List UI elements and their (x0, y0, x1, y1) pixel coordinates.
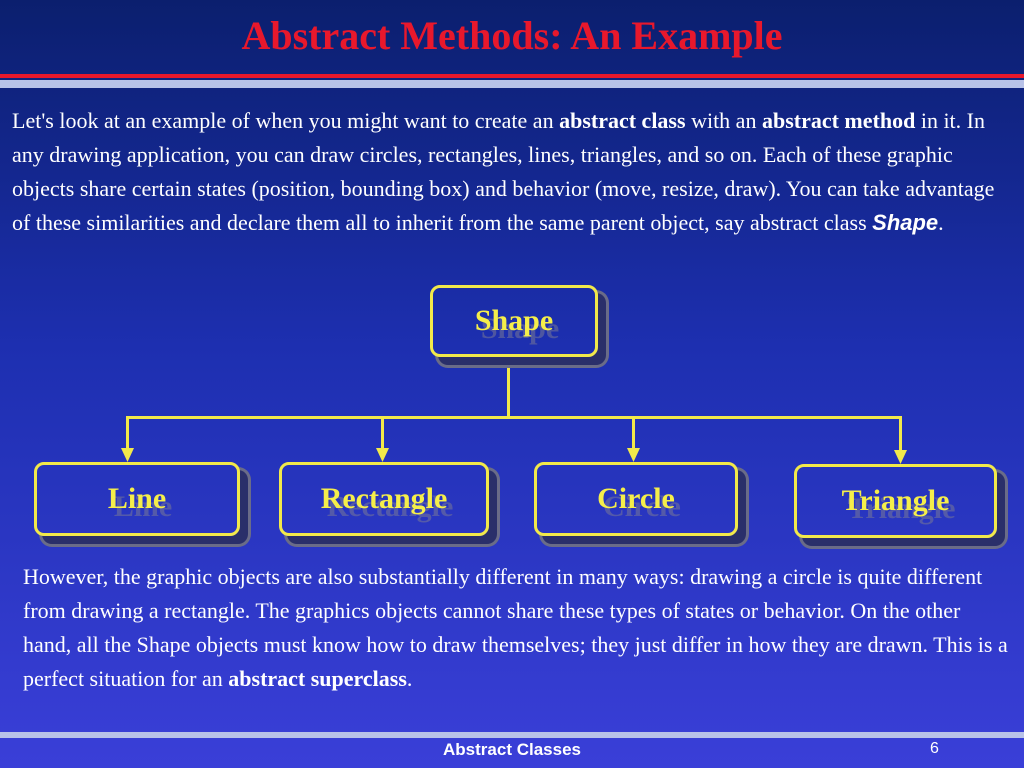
box-triangle-label: Triangle Triangle (842, 484, 950, 518)
arrowhead-triangle (894, 450, 907, 464)
intro-italic-shape: Shape (872, 210, 939, 235)
conclusion-text-1: However, the graphic objects are also substantially different in many ways: drawing a circle is quite different from drawing a rectangle. The graphics objects cannot share these types of states or behavior. On the other hand, all the Shape objects must know how to draw themselves; they just differ in how they are drawn. This is a perfect situation for an (23, 564, 1008, 691)
footer-title (57, 740, 967, 760)
conclusion-bold-abstract-superclass: abstract superclass (228, 666, 407, 691)
arrowhead-circle (627, 448, 640, 462)
intro-text-1: Let's look at an example of when you might want to create an (12, 108, 560, 133)
box-circle (534, 462, 738, 536)
intro-bold-abstract-method: abstract method (761, 108, 916, 133)
box-shape-label: Shape Shape (475, 304, 553, 338)
box-rectangle (279, 462, 489, 536)
arrowhead-rectangle (376, 448, 389, 462)
intro-text-3: in it. In any drawing application, you can draw circles, rectangles, lines, triangles, and so on. Each of these graphic objects share certain states (position, bounding box) and behavior (move, resize, draw). You can take advantage of these similarities and declare them all to inherit from the same parent object, say abstract class (12, 108, 995, 235)
box-line (34, 462, 240, 536)
conclusion-paragraph (23, 560, 1013, 696)
box-triangle (794, 464, 997, 538)
box-circle-label: Circle Circle (597, 482, 675, 516)
box-shape (430, 285, 598, 357)
footer-title-text: Abstract Classes (443, 740, 581, 759)
box-rectangle-label: Rectangle Rectangle (321, 482, 448, 516)
intro-text-4: . (938, 210, 944, 235)
box-line-label: Line Line (108, 482, 166, 516)
conclusion-text-2: . (406, 666, 413, 691)
footer-rule (0, 732, 1024, 738)
page-number: 6 (930, 740, 939, 757)
arrowhead-line (121, 448, 134, 462)
intro-bold-abstract-class: abstract class (559, 108, 686, 133)
intro-text-2: with an (685, 108, 762, 133)
slide-title: Abstract Methods: An Example (241, 13, 783, 58)
